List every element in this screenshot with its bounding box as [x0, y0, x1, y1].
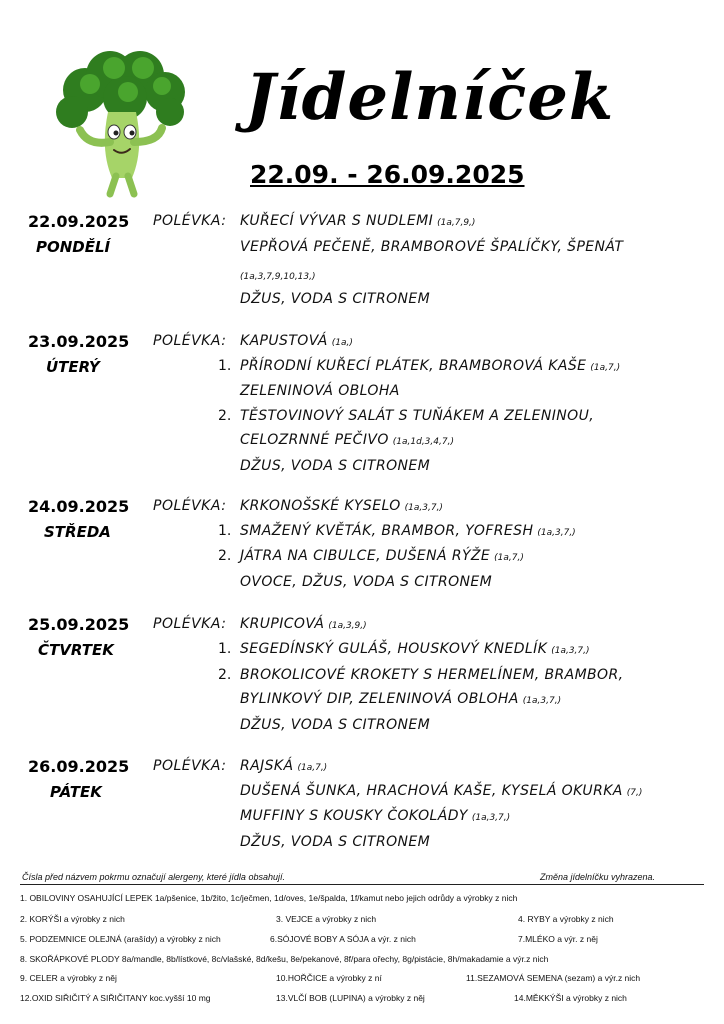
allergen-item: 9. CELER a výrobky z něj — [20, 973, 117, 983]
allergen-item: 7.MLÉKO a výr. z něj — [518, 934, 598, 944]
day-name: PÁTEK — [50, 783, 102, 801]
day-name: ÚTERÝ — [46, 358, 100, 376]
soup-label: POLÉVKA: — [153, 758, 227, 774]
allergen-item: 14.MĚKKÝŠI a výrobky z nich — [514, 993, 627, 1003]
allergen-item: 12.OXID SIŘIČITÝ A SIŘIČITANY koc.vyšší 10 mg — [20, 993, 211, 1003]
menu-change-note: Změna jídelníčku vyhrazena. — [540, 872, 656, 882]
allergen-item: 11.SEZAMOVÁ SEMENA (sezam) a výr.z nich — [466, 973, 641, 983]
soup-label: POLÉVKA: — [153, 498, 227, 514]
menu-line-allergens: (1a,3,7,9,10,13,) — [240, 272, 316, 282]
day-name: ČTVRTEK — [38, 641, 114, 659]
menu-line-soup: KUŘECÍ VÝVAR S NUDLEMI (1a,7,9,) — [240, 213, 476, 229]
menu-line: BROKOLICOVÉ KROKETY S HERMELÍNEM, BRAMBOR, — [240, 667, 624, 683]
menu-line: DŽUS, VODA S CITRONEM — [240, 717, 431, 733]
allergen-item: 3. VEJCE a výrobky z nich — [276, 914, 377, 924]
menu-line-soup: KRUPICOVÁ (1a,3,9,) — [240, 616, 367, 632]
allergen-item: 10.HOŘČICE a výrobky z ní — [276, 973, 382, 983]
allergen-item: 6.SÓJOVÉ BOBY A SÓJA a výr. z nich — [270, 934, 416, 944]
menu-line: DUŠENÁ ŠUNKA, HRACHOVÁ KAŠE, KYSELÁ OKURKA (7,) — [240, 783, 643, 799]
day-date: 26.09.2025 — [28, 757, 130, 776]
menu-line: JÁTRA NA CIBULCE, DUŠENÁ RÝŽE (1a,7,) — [240, 548, 524, 564]
menu-line: VEPŘOVÁ PEČENĚ, BRAMBOROVÉ ŠPALÍČKY, ŠPENÁT — [240, 239, 624, 255]
allergen-item: 13.VLČÍ BOB (LUPINA) a výrobky z něj — [276, 993, 425, 1003]
page-title: Jídelníček — [245, 60, 615, 135]
allergen-item: 2. KORÝŠI a výrobky z nich — [20, 914, 125, 924]
menu-line: BYLINKOVÝ DIP, ZELENINOVÁ OBLOHA (1a,3,7,) — [240, 691, 562, 707]
week-date-range: 22.09. - 26.09.2025 — [250, 160, 525, 189]
allergen-item: 5. PODZEMNICE OLEJNÁ (arašídy) a výrobky z nich — [20, 934, 221, 944]
menu-line: SMAŽENÝ KVĚTÁK, BRAMBOR, YOFRESH (1a,3,7,) — [240, 523, 576, 539]
soup-label: POLÉVKA: — [153, 213, 227, 229]
menu-line: CELOZRNNÉ PEČIVO (1a,1d,3,4,7,) — [240, 432, 454, 448]
allergen-item: 1. OBILOVINY OSAHUJÍCÍ LEPEK 1a/pšenice, 1b/žito, 1c/ječmen, 1d/oves, 1e/špalda, 1f/kamut nebo jejich odrůdy a výrobky z nich — [20, 893, 518, 903]
dish-number: 1. — [218, 358, 232, 374]
menu-line: DŽUS, VODA S CITRONEM — [240, 291, 431, 307]
menu-line-soup: RAJSKÁ (1a,7,) — [240, 758, 328, 774]
footer-divider — [20, 884, 704, 885]
soup-label: POLÉVKA: — [153, 616, 227, 632]
day-date: 25.09.2025 — [28, 615, 130, 634]
allergen-item: 8. SKOŘÁPKOVÉ PLODY 8a/mandle, 8b/lístkové, 8c/vlašské, 8d/kešu, 8e/pekanové, 8f/para ořechy, 8g/pistácie, 8h/makadamie a výr.z nich — [20, 954, 549, 964]
menu-line-soup: KRKONOŠSKÉ KYSELO (1a,3,7,) — [240, 498, 443, 514]
menu-line-soup: KAPUSTOVÁ (1a,) — [240, 333, 353, 349]
dish-number: 2. — [218, 408, 232, 424]
broccoli-mascot-logo — [50, 50, 190, 200]
allergen-note: Čísla před názvem pokrmu označují alergeny, které jídla obsahují. — [22, 872, 285, 882]
allergen-item: 4. RYBY a výrobky z nich — [518, 914, 614, 924]
menu-line: ZELENINOVÁ OBLOHA — [240, 383, 400, 399]
menu-line: DŽUS, VODA S CITRONEM — [240, 834, 431, 850]
day-date: 22.09.2025 — [28, 212, 130, 231]
day-name: PONDĚLÍ — [36, 238, 111, 256]
menu-line: PŘÍRODNÍ KUŘECÍ PLÁTEK, BRAMBOROVÁ KAŠE (1a,7,) — [240, 358, 621, 374]
dish-number: 1. — [218, 523, 232, 539]
dish-number: 1. — [218, 641, 232, 657]
day-date: 24.09.2025 — [28, 497, 130, 516]
menu-line: DŽUS, VODA S CITRONEM — [240, 458, 431, 474]
day-name: STŘEDA — [44, 523, 111, 541]
menu-line: SEGEDÍNSKÝ GULÁŠ, HOUSKOVÝ KNEDLÍK (1a,3,7,) — [240, 641, 590, 657]
menu-line: OVOCE, DŽUS, VODA S CITRONEM — [240, 574, 493, 590]
soup-label: POLÉVKA: — [153, 333, 227, 349]
menu-line: TĚSTOVINOVÝ SALÁT S TUŇÁKEM A ZELENINOU, — [240, 408, 595, 424]
day-date: 23.09.2025 — [28, 332, 130, 351]
menu-line: MUFFINY S KOUSKY ČOKOLÁDY (1a,3,7,) — [240, 808, 511, 824]
dish-number: 2. — [218, 667, 232, 683]
dish-number: 2. — [218, 548, 232, 564]
